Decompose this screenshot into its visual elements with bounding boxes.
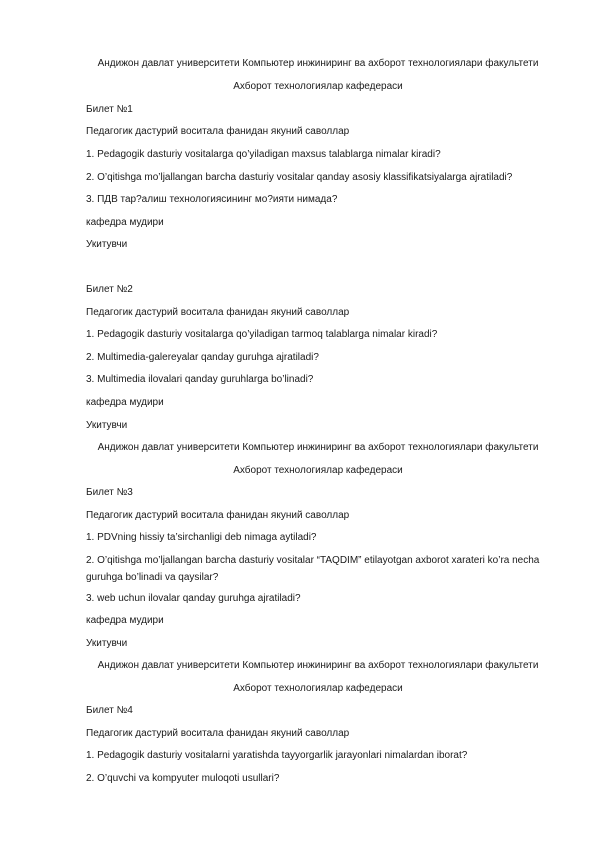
teacher-label: Укитувчи [86, 638, 128, 649]
question: 1. Pedagogik dasturiy vositalarni yaratishda tayyorgarlik jarayonlari nimalardan iborat? [86, 750, 468, 761]
ticket-title: Билет №1 [86, 104, 133, 115]
question: 2. O’qitishga mo’ljallangan barcha dasturiy vositalar qanday asosiy klassifikatsiyalarga ajratiladi? [86, 172, 513, 183]
teacher-label: Укитувчи [86, 239, 128, 250]
university-header: Андижон давлат университети Компьютер инжиниринг ва ахборот технологиялари факультети [97, 442, 539, 453]
department-header: Ахборот технологиялар кафедераси [233, 683, 403, 694]
university-header: Андижон давлат университети Компьютер инжиниринг ва ахборот технологиялари факультети [97, 660, 539, 671]
question: 2. O’quvchi va kompyuter muloqoti usullari? [86, 773, 280, 784]
question: 1. Pedagogik dasturiy vositalarga qo’yiladigan tarmoq talablarga nimalar kiradi? [86, 329, 438, 340]
question: 1. PDVning hissiy ta’sirchanligi deb nimaga aytiladi? [86, 532, 317, 543]
subject-line: Педагогик дастурий воситала фанидан якуний саволлар [86, 307, 350, 318]
subject-line: Педагогик дастурий воситала фанидан якуний саволлар [86, 510, 350, 521]
question: 3. web uchun ilovalar qanday guruhga ajratiladi? [86, 593, 301, 604]
subject-line: Педагогик дастурий воситала фанидан якуний саволлар [86, 728, 350, 739]
question: 1. Pedagogik dasturiy vositalarga qo’yiladigan maxsus talablarga nimalar kiradi? [86, 149, 441, 160]
question: 3. Multimedia ilovalari qanday guruhlarga bo’linadi? [86, 374, 314, 385]
question: 3. ПДВ тар?алиш технологиясининг мо?ияти нимада? [86, 194, 338, 205]
question: 2. O’qitishga mo’ljallangan barcha dasturiy vositalar “TAQDIM” etilayotgan axborot xarateri ko’ra necha guruhga bo’linadi va qaysilar? [86, 555, 540, 583]
question: 2. Multimedia-galereyalar qanday guruhga ajratiladi? [86, 352, 319, 363]
ticket-title: Билет №3 [86, 487, 133, 498]
ticket-title: Билет №4 [86, 705, 133, 716]
department-header: Ахборот технологиялар кафедераси [233, 465, 403, 476]
head-label: кафедра мудири [86, 397, 164, 408]
teacher-label: Укитувчи [86, 420, 128, 431]
department-header: Ахборот технологиялар кафедераси [233, 81, 403, 92]
ticket-title: Билет №2 [86, 284, 133, 295]
head-label: кафедра мудири [86, 217, 164, 228]
university-header: Андижон давлат университети Компьютер инжиниринг ва ахборот технологиялари факультети [97, 58, 539, 69]
head-label: кафедра мудири [86, 615, 164, 626]
subject-line: Педагогик дастурий воситала фанидан якуний саволлар [86, 126, 350, 137]
